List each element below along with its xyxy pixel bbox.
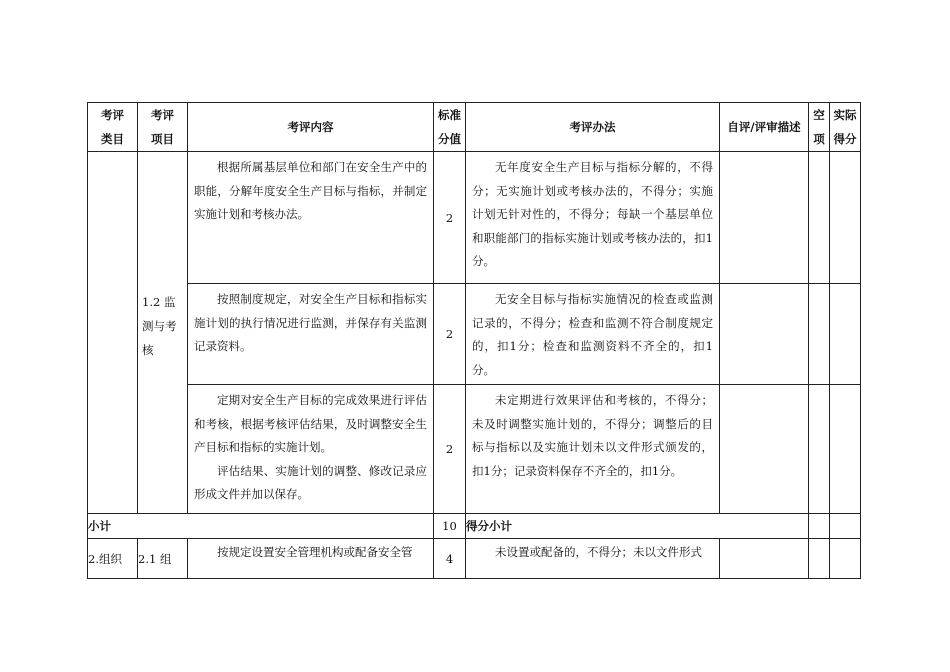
standard-score-cell: 2 bbox=[434, 152, 466, 284]
standard-score-cell: 2 bbox=[434, 284, 466, 385]
header-actual-score: 实际 得分 bbox=[830, 103, 861, 152]
standard-score-cell: 2 bbox=[434, 385, 466, 514]
method-cell: 未定期进行效果评估和考核的，不得分；未及时调整实施计划的，不得分；调整后的目标与指标以及实施计划未以文件形式颁发的，扣1分；记录资料保存不齐全的，扣1分。 bbox=[466, 385, 720, 514]
table-row bbox=[88, 385, 861, 514]
table-row bbox=[88, 284, 861, 385]
self-eval-cell[interactable] bbox=[720, 152, 809, 284]
category-cell bbox=[88, 152, 138, 514]
subtotal-method-label: 得分小计 bbox=[466, 514, 809, 539]
table-row bbox=[88, 152, 861, 284]
item-cell: 1.2 监测与考核 bbox=[138, 284, 188, 514]
self-eval-cell[interactable] bbox=[720, 385, 809, 514]
header-empty: 空 项 bbox=[809, 103, 830, 152]
actual-score-cell[interactable] bbox=[830, 284, 861, 385]
item-cell-top bbox=[138, 152, 188, 284]
subtotal-score: 10 bbox=[434, 514, 466, 539]
method-cell: 未设置或配备的，不得分；未以文件形式 bbox=[466, 539, 720, 579]
content-cell: 按规定设置安全管理机构或配备安全管 bbox=[188, 539, 434, 579]
empty-cell[interactable] bbox=[809, 152, 830, 284]
header-item: 考评 项目 bbox=[138, 103, 188, 152]
actual-score-cell[interactable] bbox=[830, 385, 861, 514]
actual-score-cell[interactable] bbox=[830, 152, 861, 284]
content-cell: 按照制度规定，对安全生产目标和指标实施计划的执行情况进行监测，并保存有关监测记录资料。 bbox=[188, 284, 434, 385]
item-cell: 2.1 组 bbox=[138, 539, 188, 579]
self-eval-cell[interactable] bbox=[720, 539, 809, 579]
table-row bbox=[88, 539, 861, 579]
method-cell: 无安全目标与指标实施情况的检查或监测记录的，不得分；检查和监测不符合制度规定的，扣1分；检查和监测资料不齐全的，扣1分。 bbox=[466, 284, 720, 385]
method-cell: 无年度安全生产目标与指标分解的，不得分；无实施计划或考核办法的，不得分；实施计划无针对性的，不得分；每缺一个基层单位和职能部门的指标实施计划或考核办法的，扣1分。 bbox=[466, 152, 720, 284]
header-self-eval: 自评/评审描述 bbox=[720, 103, 809, 152]
empty-cell[interactable] bbox=[809, 514, 830, 539]
subtotal-row bbox=[88, 514, 861, 539]
header-method: 考评办法 bbox=[466, 103, 720, 152]
self-eval-cell[interactable] bbox=[720, 284, 809, 385]
actual-score-cell[interactable] bbox=[830, 539, 861, 579]
actual-score-cell[interactable] bbox=[830, 514, 861, 539]
content-cell: 定期对安全生产目标的完成效果进行评估和考核，根据考核评估结果，及时调整安全生产目标和指标的实施计划。 评估结果、实施计划的调整、修改记录应形成文件并加以保存。 bbox=[188, 385, 434, 514]
empty-cell[interactable] bbox=[809, 385, 830, 514]
header-row bbox=[88, 103, 861, 152]
header-category: 考评 类目 bbox=[88, 103, 138, 152]
empty-cell[interactable] bbox=[809, 284, 830, 385]
standard-score-cell: 4 bbox=[434, 539, 466, 579]
header-standard-score: 标准 分值 bbox=[434, 103, 466, 152]
empty-cell[interactable] bbox=[809, 539, 830, 579]
content-cell: 根据所属基层单位和部门在安全生产中的职能，分解年度安全生产目标与指标，并制定实施计划和考核办法。 bbox=[188, 152, 434, 284]
subtotal-label: 小计 bbox=[88, 514, 434, 539]
evaluation-table bbox=[87, 102, 861, 579]
category-cell: 2.组织 bbox=[88, 539, 138, 579]
header-content: 考评内容 bbox=[188, 103, 434, 152]
